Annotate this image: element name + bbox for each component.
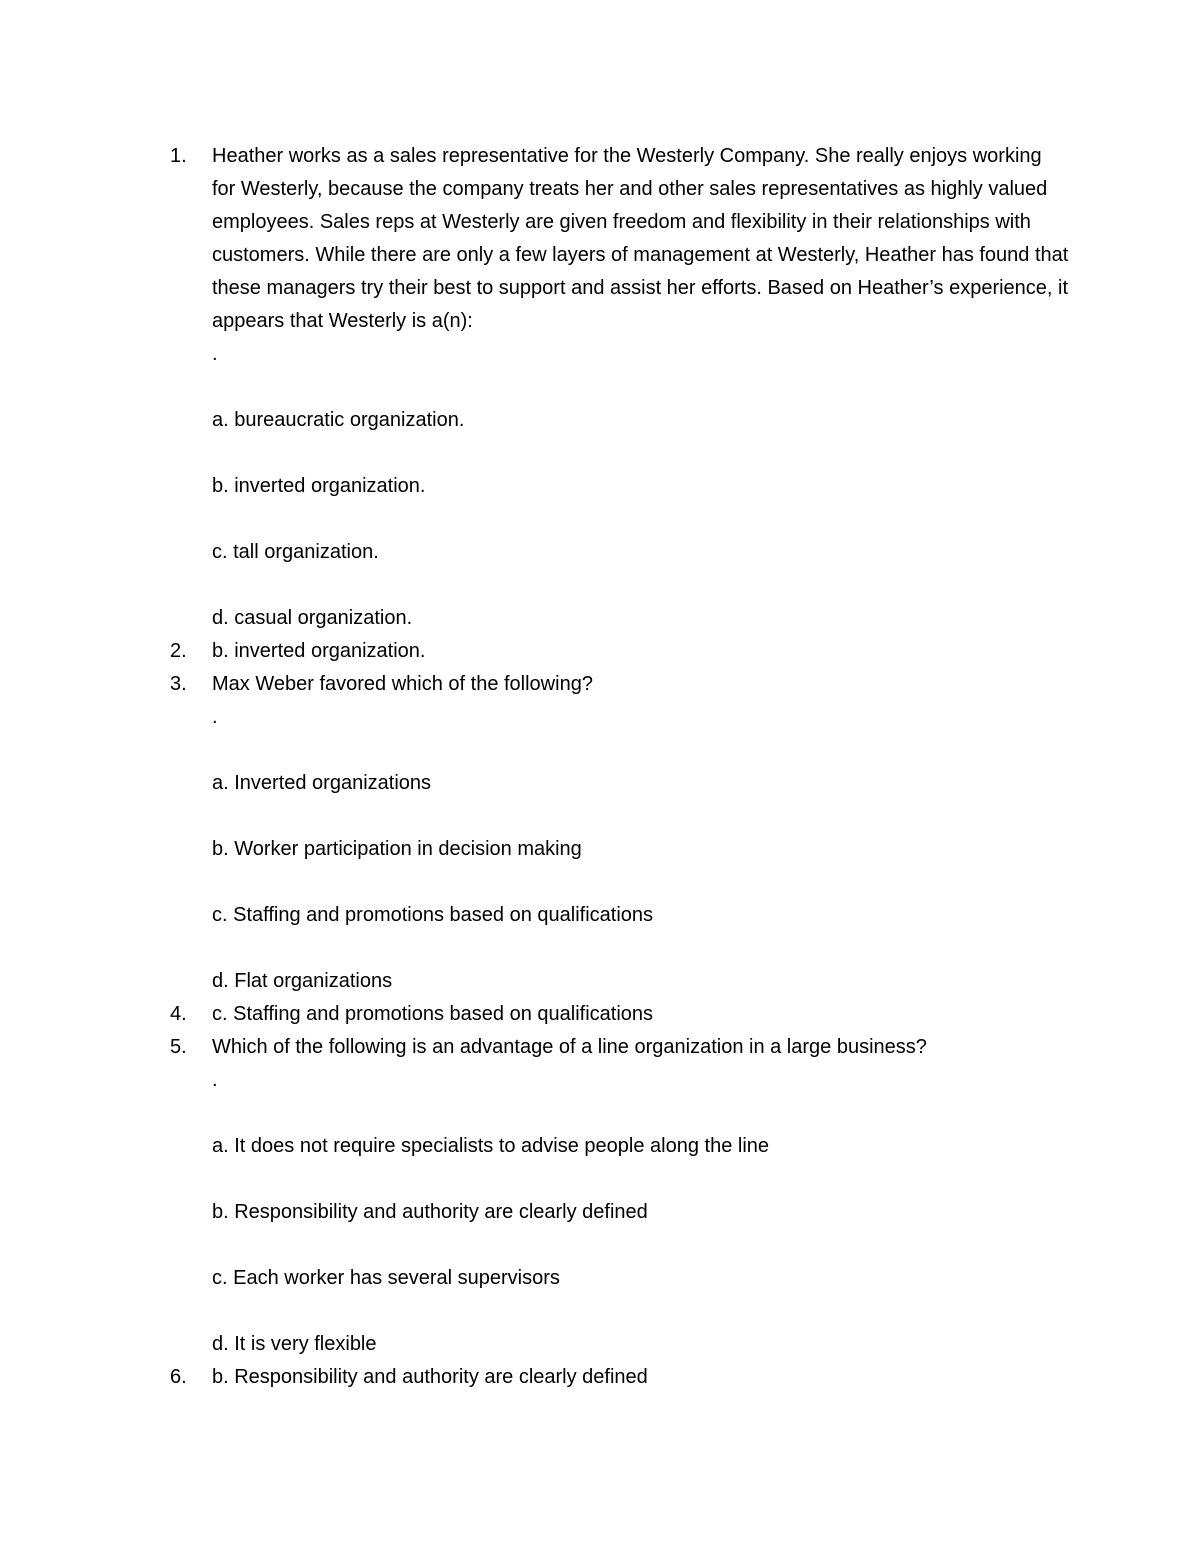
option-b: b. Worker participation in decision making [212,838,582,860]
spacer-dot: . [212,343,218,365]
item-number: 2. [170,640,187,662]
spacer-dot: . [212,706,218,728]
list-item-5 [170,1031,1070,1361]
option-c: c. Staffing and promotions based on qualifications [212,904,654,926]
list-item-6 [170,1361,1070,1394]
list-item-4 [170,998,1070,1031]
item-number: 1. [170,145,187,167]
list-item-2 [170,635,1070,668]
option-d: d. Flat organizations [212,970,393,992]
list-item-3 [170,668,1070,998]
item-number: 5. [170,1036,187,1058]
question-text: Which of the following is an advantage of a line organization in a large business? [212,1036,927,1058]
option-d: d. casual organization. [212,607,413,629]
list-item-1 [170,140,1070,635]
option-a: a. It does not require specialists to advise people along the line [212,1135,770,1157]
option-c: c. Each worker has several supervisors [212,1267,560,1289]
item-number: 3. [170,673,187,695]
item-number: 6. [170,1366,187,1388]
option-a: a. bureaucratic organization. [212,409,465,431]
question-text: Heather works as a sales representative for the Westerly Company. She really enjoys working for Westerly, because the company treats her and other sales representatives as highly valued employees. Sales reps at Westerly are given freedom and flexibility in their relationships with customers. While there are only a few layers of management at Westerly, Heather has found that these managers try their best to support and assist her efforts. Based on Heather’s experience, it appears that Westerly is a(n): [212,145,1069,332]
spacer-dot: . [212,1069,218,1091]
answer-text: b. Responsibility and authority are clearly defined [212,1366,648,1388]
option-b: b. Responsibility and authority are clearly defined [212,1201,648,1223]
option-d: d. It is very flexible [212,1333,377,1355]
answer-text: b. inverted organization. [212,640,426,662]
option-a: a. Inverted organizations [212,772,432,794]
question-text: Max Weber favored which of the following? [212,673,593,695]
option-c: c. tall organization. [212,541,379,563]
answer-text: c. Staffing and promotions based on qualifications [212,1003,654,1025]
option-b: b. inverted organization. [212,475,426,497]
item-number: 4. [170,1003,187,1025]
question-list [170,140,1070,1394]
